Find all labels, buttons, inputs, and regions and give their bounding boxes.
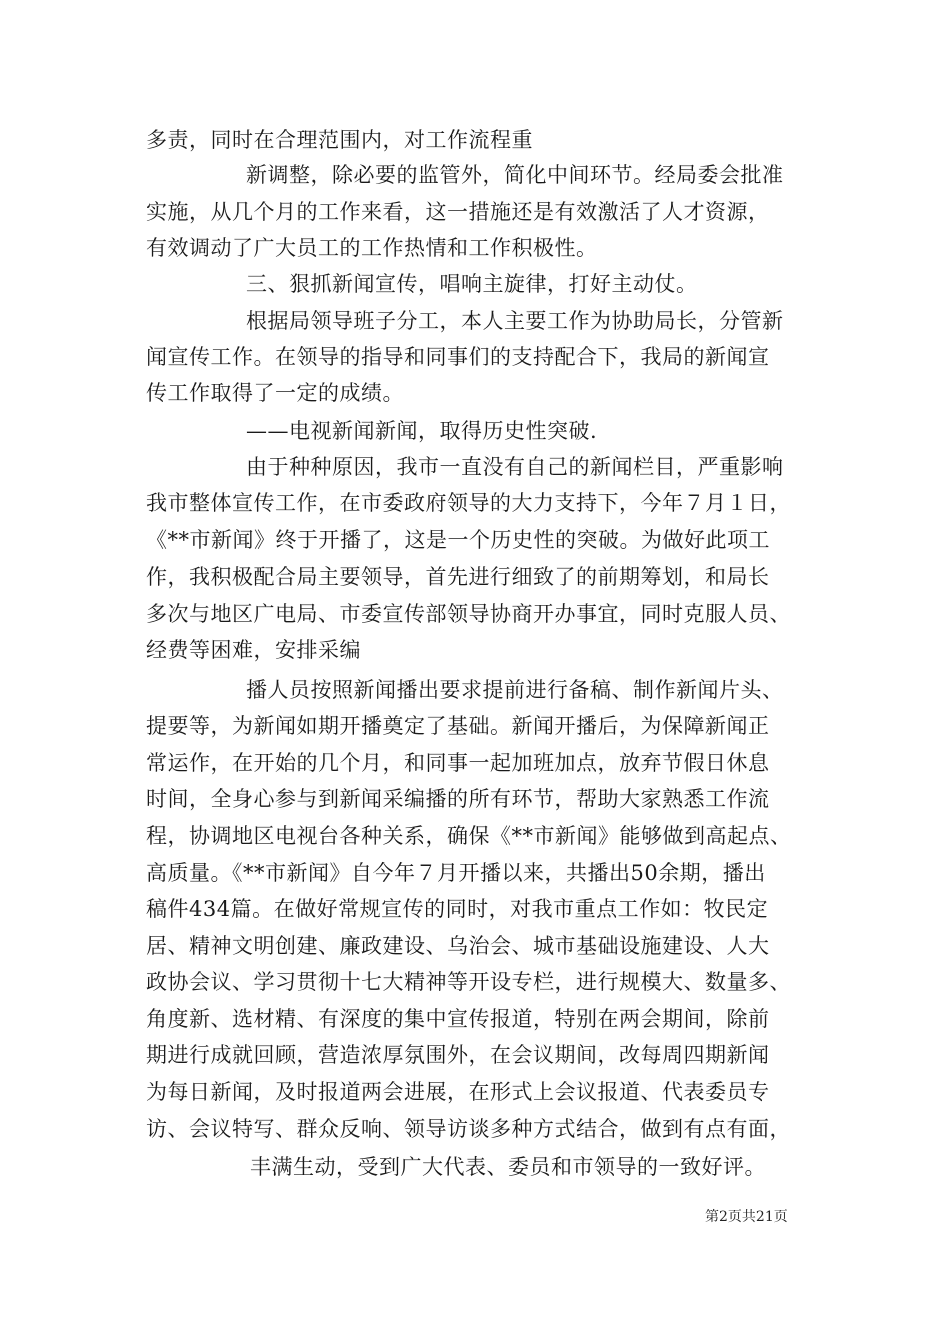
text-line: 传工作取得了一定的成绩。	[146, 381, 404, 405]
text-line: 政协会议、学习贯彻十七大精神等开设专栏，进行规模大、数量多、	[146, 970, 791, 994]
text-line: 角度新、选材精、有深度的集中宣传报道，特别在两会期间，除前	[146, 1007, 770, 1031]
text-line: 多责，同时在合理范围内，对工作流程重	[146, 128, 533, 152]
subsection-heading: ——电视新闻新闻，取得历史性突破.	[246, 419, 598, 443]
page-number: 第2页共21页	[705, 1209, 788, 1225]
text-line: 多次与地区广电局、市委宣传部领导协商开办事宜，同时克服人员、	[146, 602, 791, 626]
text-line: 《**市新闻》终于开播了，这是一个历史性的突破。为做好此项工	[146, 528, 770, 552]
text-line: 有效调动了广大员工的工作热情和工作积极性。	[146, 236, 598, 260]
text-line: 高质量。《**市新闻》自今年７月开播以来，共播出50余期，播出	[146, 861, 766, 885]
text-line: 访、会议特写、群众反响、领导访谈多种方式结合，做到有点有面，	[146, 1117, 791, 1141]
text-line: 常运作，在开始的几个月，和同事一起加班加点，放弃节假日休息	[146, 751, 770, 775]
text-line: 作，我积极配合局主要领导，首先进行细致了的前期筹划，和局长	[146, 565, 770, 589]
text-line: 由于种种原因，我市一直没有自己的新闻栏目，严重影响	[246, 455, 784, 479]
text-line: 为每日新闻，及时报道两会进展，在形式上会议报道、代表委员专	[146, 1080, 770, 1104]
text-line: 程，协调地区电视台各种关系，确保《**市新闻》能够做到高起点、	[146, 824, 792, 848]
text-line: 新调整，除必要的监管外，简化中间环节。经局委会批准	[246, 163, 784, 187]
text-line: 根据局领导班子分工，本人主要工作为协助局长，分管新	[246, 309, 784, 333]
text-line: 稿件434篇。在做好常规宣传的同时，对我市重点工作如：牧民定	[146, 897, 769, 921]
text-line: 播人员按照新闻播出要求提前进行备稿、制作新闻片头、	[246, 678, 784, 702]
text-line: 闻宣传工作。在领导的指导和同事们的支持配合下，我局的新闻宣	[146, 345, 770, 369]
text-line: 经费等困难，安排采编	[146, 638, 361, 662]
text-line: 实施，从几个月的工作来看，这一措施还是有效激活了人才资源，	[146, 200, 770, 224]
text-line: 居、精神文明创建、廉政建设、乌治会、城市基础设施建设、人大	[146, 934, 770, 958]
text-line: 提要等，为新闻如期开播奠定了基础。新闻开播后，为保障新闻正	[146, 714, 770, 738]
section-heading: 三、狠抓新闻宣传，唱响主旋律，打好主动仗。	[246, 272, 698, 296]
text-line: 丰满生动，受到广大代表、委员和市领导的一致好评。	[250, 1155, 766, 1179]
text-line: 期进行成就回顾，营造浓厚氛围外，在会议期间，改每周四期新闻	[146, 1043, 770, 1067]
text-line: 时间，全身心参与到新闻采编播的所有环节，帮助大家熟悉工作流	[146, 787, 770, 811]
text-line: 我市整体宣传工作，在市委政府领导的大力支持下，今年７月１日，	[146, 491, 791, 515]
